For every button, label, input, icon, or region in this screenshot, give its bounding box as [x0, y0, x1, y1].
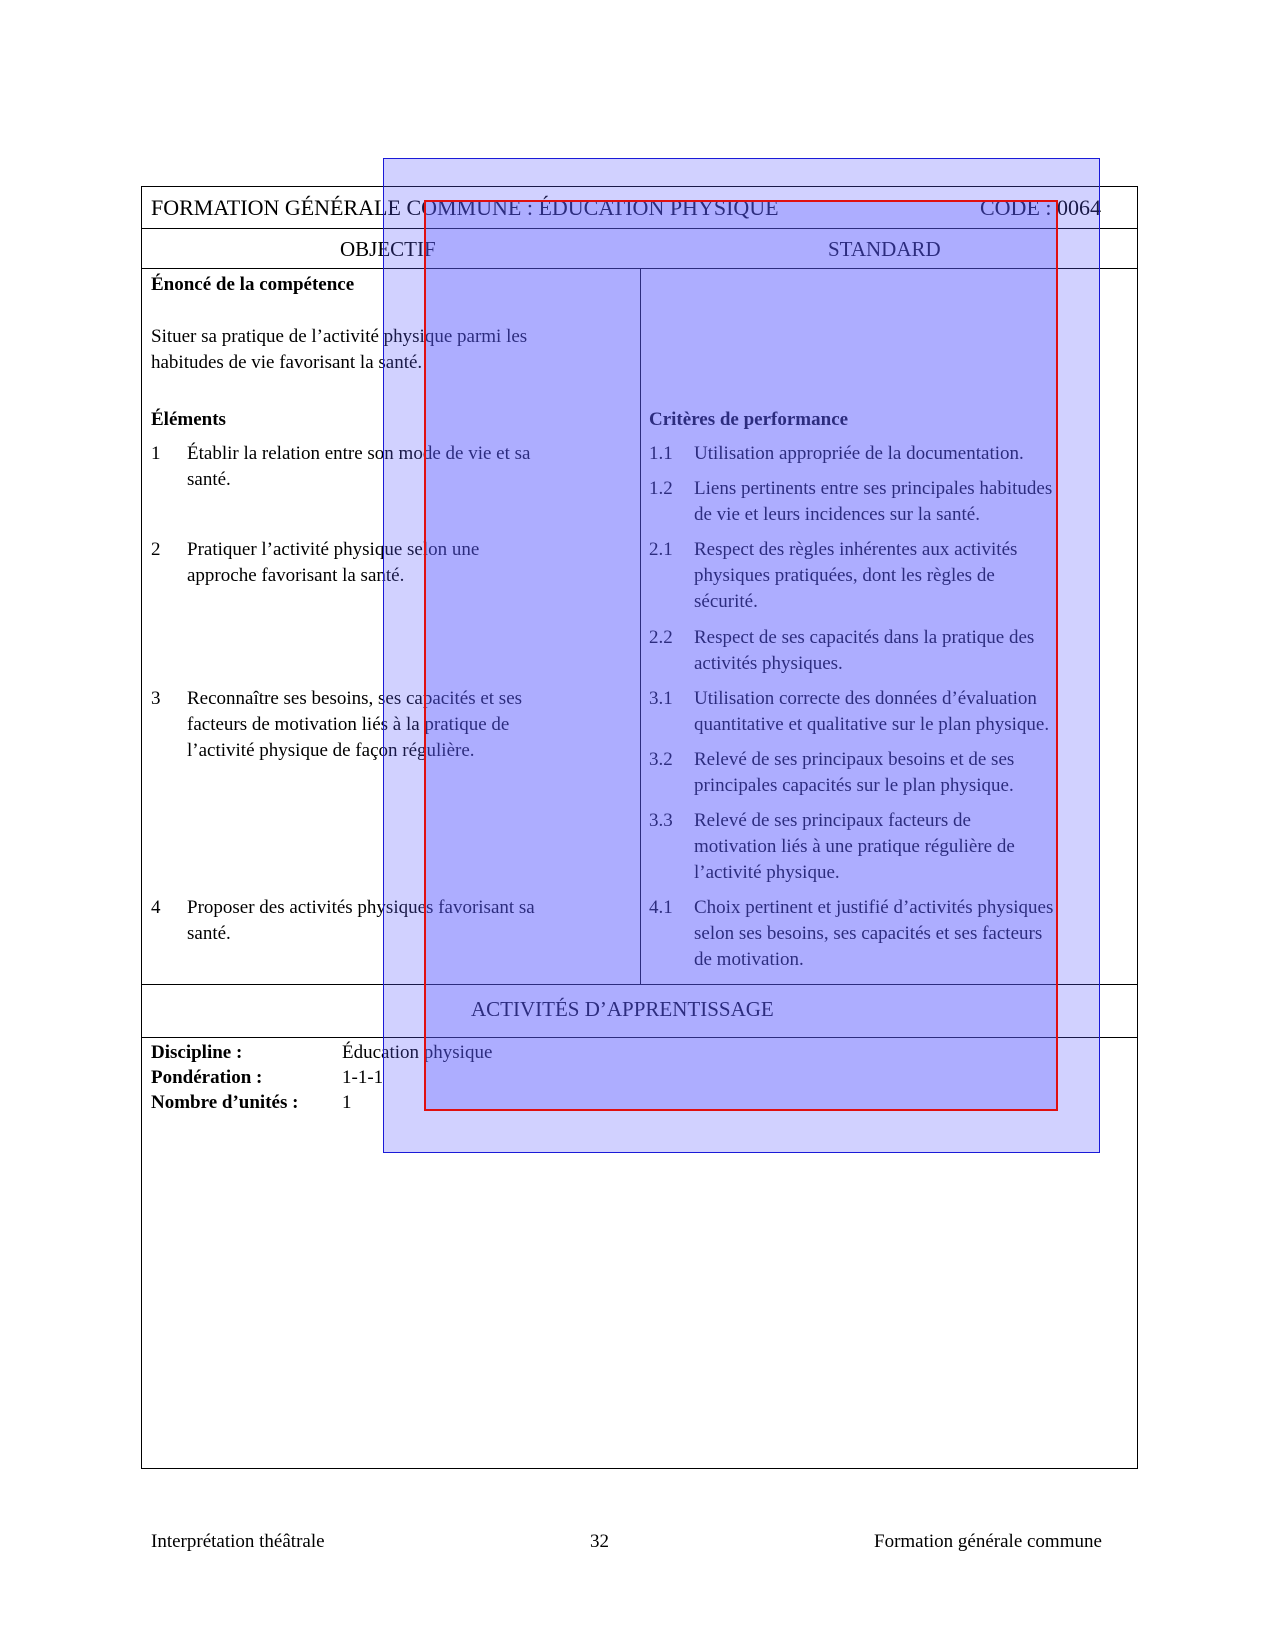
criterion-text: activités physiques. — [694, 653, 843, 674]
column-header-objectif: OBJECTIF — [340, 237, 436, 261]
ponderation-value: 1-1-1 — [342, 1067, 384, 1088]
element-text: facteurs de motivation liés à la pratique de — [187, 714, 510, 735]
element-text: Pratiquer l’activité physique selon une — [187, 539, 480, 560]
element-number: 3 — [151, 688, 161, 709]
criterion-text: Utilisation correcte des données d’évaluation — [694, 688, 1037, 709]
ponderation-label: Pondération : — [151, 1067, 263, 1088]
criterion-text: principales capacités sur le plan physique. — [694, 775, 1014, 796]
criterion-number: 1.2 — [649, 478, 673, 499]
criterion-number: 2.2 — [649, 627, 673, 648]
element-text: l’activité physique de façon régulière. — [187, 740, 475, 761]
discipline-label: Discipline : — [151, 1042, 243, 1063]
criterion-text: Respect de ses capacités dans la pratique des — [694, 627, 1035, 648]
course-code: CODE : 0064 — [980, 195, 1101, 220]
criterion-number: 3.2 — [649, 749, 673, 770]
criterion-number: 3.1 — [649, 688, 673, 709]
criteria-heading: Critères de performance — [649, 409, 849, 430]
criterion-text: de vie et leurs incidences sur la santé. — [694, 504, 980, 525]
column-header-standard: STANDARD — [828, 237, 941, 261]
criterion-text: Utilisation appropriée de la documentation. — [694, 443, 1024, 464]
unites-value: 1 — [342, 1092, 352, 1113]
criterion-number: 3.3 — [649, 810, 673, 831]
element-text: santé. — [187, 469, 231, 490]
discipline-value: Éducation physique — [342, 1042, 493, 1063]
element-text: Proposer des activités physiques favorisant sa — [187, 897, 535, 918]
competence-text: habitudes de vie favorisant la santé. — [151, 352, 423, 373]
criterion-text: Relevé de ses principaux besoins et de ses — [694, 749, 1015, 770]
criterion-text: Respect des règles inhérentes aux activités — [694, 539, 1018, 560]
elements-heading: Éléments — [151, 409, 226, 430]
criterion-number: 2.1 — [649, 539, 673, 560]
criterion-text: Liens pertinents entre ses principales habitudes — [694, 478, 1053, 499]
selection-box — [424, 200, 1058, 1111]
footer-right: Formation générale commune — [874, 1531, 1102, 1552]
unites-label: Nombre d’unités : — [151, 1092, 299, 1113]
page-number: 32 — [590, 1531, 609, 1552]
criterion-text: Relevé de ses principaux facteurs de — [694, 810, 971, 831]
criterion-text: quantitative et qualitative sur le plan physique. — [694, 714, 1050, 735]
criterion-text: physiques pratiquées, dont les règles de — [694, 565, 995, 586]
criterion-text: motivation liés à une pratique régulière de — [694, 836, 1015, 857]
element-text: santé. — [187, 923, 231, 944]
competence-heading: Énoncé de la compétence — [151, 274, 355, 295]
element-number: 2 — [151, 539, 161, 560]
element-text: Établir la relation entre son mode de vie et sa — [187, 443, 531, 464]
criterion-text: Choix pertinent et justifié d’activités physiques — [694, 897, 1054, 918]
page-title: FORMATION GÉNÉRALE COMMUNE : ÉDUCATION PHYSIQUE — [151, 195, 779, 220]
criterion-number: 1.1 — [649, 443, 673, 464]
criterion-text: l’activité physique. — [694, 862, 840, 883]
footer-left: Interprétation théâtrale — [151, 1531, 325, 1552]
criterion-text: sécurité. — [694, 591, 758, 612]
criterion-number: 4.1 — [649, 897, 673, 918]
criterion-text: de motivation. — [694, 949, 804, 970]
competence-text: Situer sa pratique de l’activité physique parmi les — [151, 326, 528, 347]
activities-heading: ACTIVITÉS D’APPRENTISSAGE — [471, 997, 774, 1021]
criterion-text: selon ses besoins, ses capacités et ses facteurs — [694, 923, 1043, 944]
element-number: 4 — [151, 897, 161, 918]
element-text: approche favorisant la santé. — [187, 565, 405, 586]
element-text: Reconnaître ses besoins, ses capacités et ses — [187, 688, 523, 709]
element-number: 1 — [151, 443, 161, 464]
